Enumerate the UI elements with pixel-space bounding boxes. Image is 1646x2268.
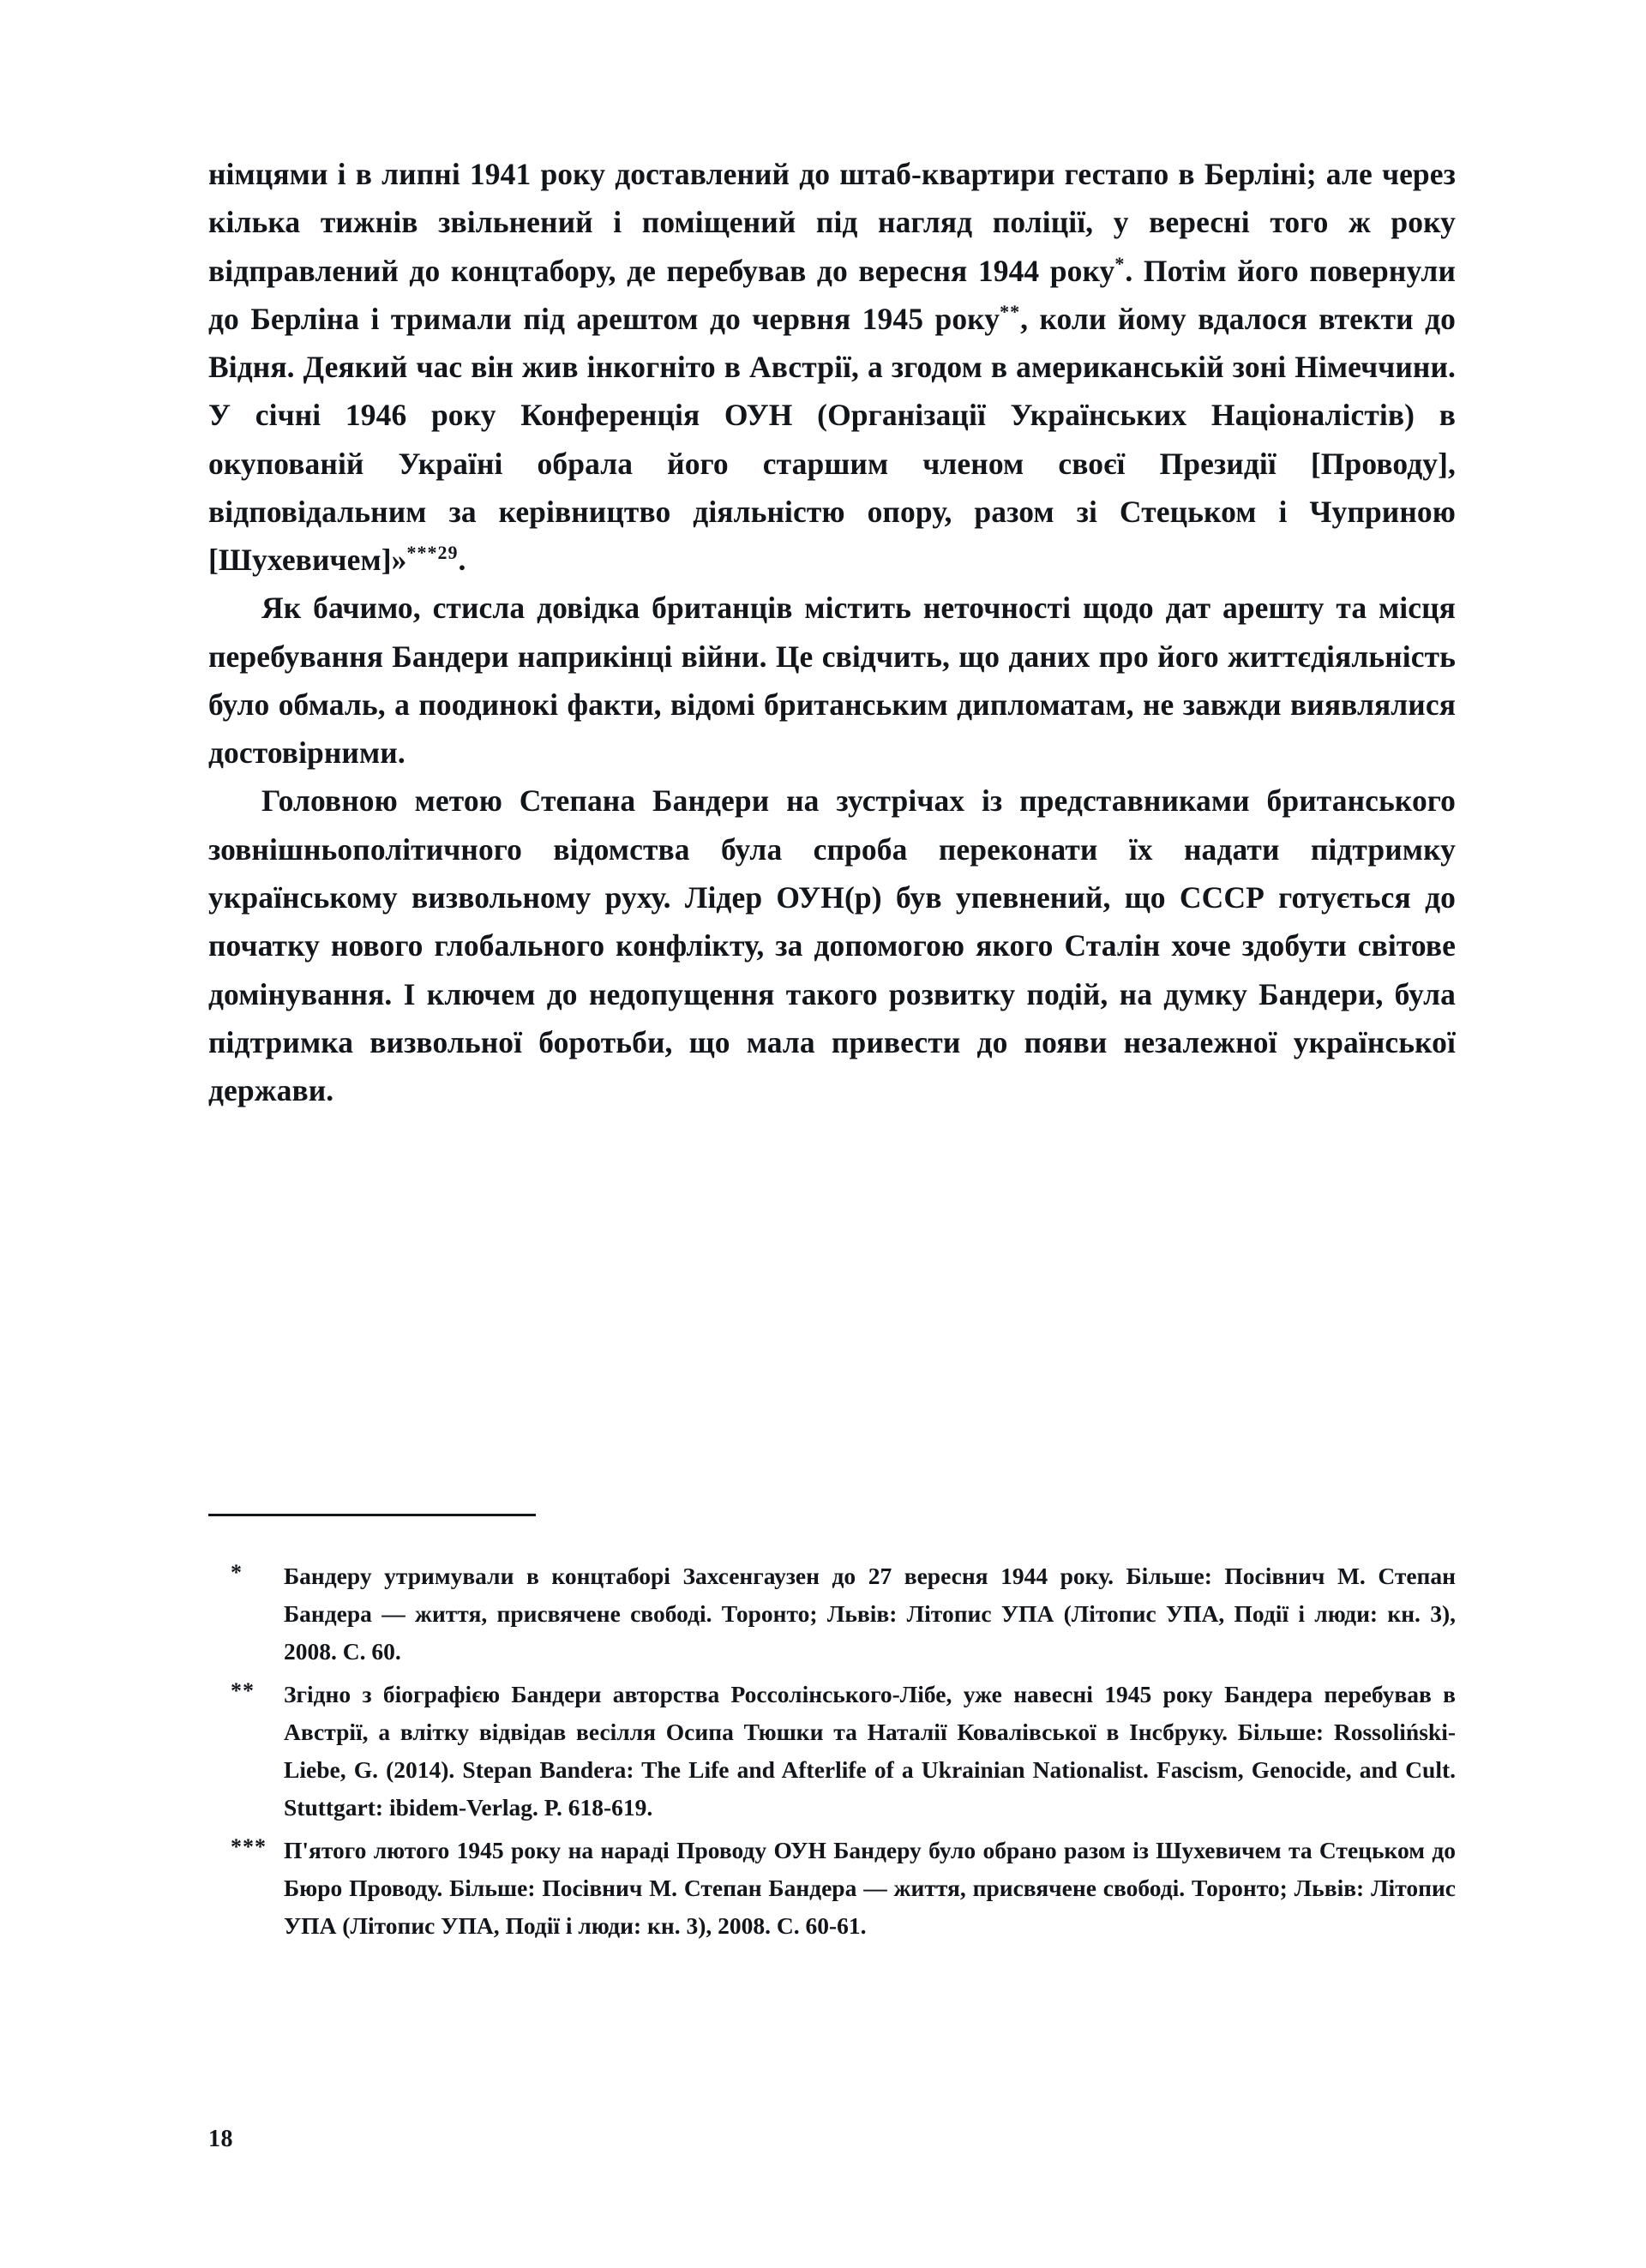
footnote-item <box>208 1832 1456 1945</box>
footnote-marker: ** <box>231 1678 255 1703</box>
footnote-item <box>208 1676 1456 1827</box>
paragraph: Головною метою Степана Бандери на зустрічах із представниками британського зовнішньополітичного відомства була спроба переконати їх надати підтримку українському визвольному руху. Лідер ОУН(р) був упевнений, що СССР готується до початку нового глобального конфлікту, за допомогою якого Сталін хоче здобути світове домінування. І ключем до недопущення такого розвитку подій, на думку Бандери, була підтримка визвольної боротьби, що мала привести до появи незалежної української держави. <box>208 783 1456 1108</box>
footnote-text: П'ятого лютого 1945 року на нараді Проводу ОУН Бандеру було обрано разом із Шухевичем та Стецьком до Бюро Проводу. Більше: Посівнич М. Степан Бандера — життя, присвячене свободі. Торонто; Львів: Літопис УПА (Літопис УПА, Події і люди: кн. 3), 2008. С. 60-61. <box>284 1837 1456 1939</box>
paragraph: Як бачимо, стисла довідка британців містить неточності щодо дат арешту та місця перебування Бандери наприкінці війни. Це свідчить, що даних про його життєдіяльність було обмаль, а поодинокі факти, відомі британським дипломатам, не завжди виявлялися достовірними. <box>208 591 1456 771</box>
body-text-column <box>208 150 1456 1114</box>
footnote-marker: * <box>231 1560 243 1585</box>
page-number: 18 <box>208 2126 233 2152</box>
footnote-text: Згідно з біографією Бандери авторства Россолінського-Лібе, уже навесні 1945 року Бандера перебував в Австрії, а влітку відвідав весілля Осипа Тюшки та Наталії Ковалівської в Інсбруку. Більше: Rossoliński-Liebe, G. (2014). Stepan Bandera: The Life and Afterlife of a Ukrainian Nationalist. Fascism, Genocide, and Cult. Stuttgart: ibidem-Verlag. P. 618-619. <box>284 1681 1456 1821</box>
footnote-item <box>208 1557 1456 1671</box>
footnote-marker: *** <box>231 1834 267 1859</box>
paragraph: німцями і в липні 1941 року доставлений до штаб-квартири гестапо в Берліні; але через кілька тижнів звільнений і поміщений під нагляд поліції, у вересні того ж року відправлений до концтабору, де перебував до вересня 1944 року*. Потім його повернули до Берліна і тримали під арештом до червня 1945 року**, коли йому вдалося втекти до Відня. Деякий час він жив інкогніто в Австрії, а згодом в американській зоні Німеччини. У січні 1946 року Конференція ОУН (Організації Українських Націоналістів) в окупованій Україні обрала його старшим членом своєї Президії [Проводу], відповідальним за керівництво діяльністю опору, разом зі Стецьком і Чуприною [Шухевичем]»$^{***29}$. <box>208 157 1456 578</box>
footnote-separator-rule <box>208 1514 536 1516</box>
footnote-text: Бандеру утримували в концтаборі Захсенгаузен до 27 вересня 1944 року. Більше: Посівнич М. Степан Бандера — життя, присвячене свободі. Торонто; Львів: Літопис УПА (Літопис УПА, Події і люди: кн. 3), 2008. С. 60. <box>284 1563 1456 1665</box>
footnotes-section <box>208 1557 1456 1950</box>
